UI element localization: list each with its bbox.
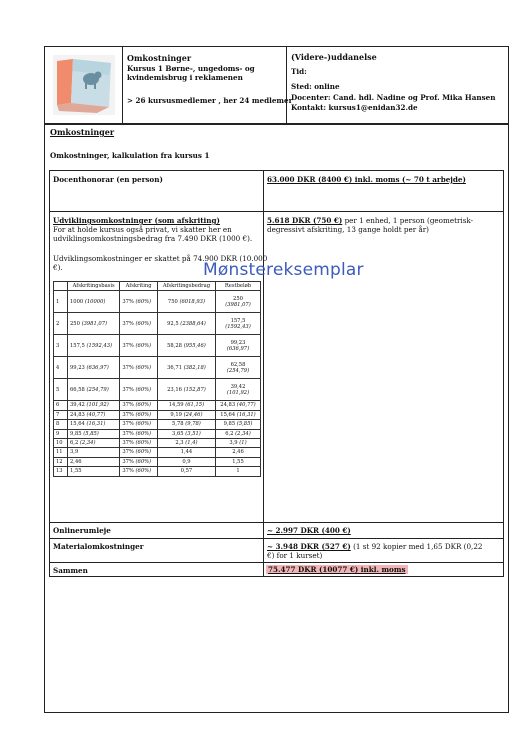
- material-value-amount: ~ 3.948 DKR (527 €): [267, 542, 351, 551]
- depreciation-row: [54, 379, 261, 401]
- basis-cell-value: 1000: [70, 298, 84, 305]
- rest-cell: [215, 439, 260, 448]
- basis-cell-alt-value: (10000): [84, 298, 106, 305]
- col-rate-header: Afskriting: [120, 282, 158, 291]
- rate-cell-alt-value: (60%): [135, 430, 152, 437]
- material-value: [267, 542, 482, 551]
- rate-cell-value: 37%: [122, 298, 134, 305]
- dev-value-amount: 5.618 DKR (750 €): [267, 216, 343, 225]
- basis-cell-alt-value: (5,85): [83, 430, 99, 437]
- online-label: Onlinerumleje: [53, 526, 111, 535]
- basis-cell: [68, 410, 120, 419]
- basis-cell-value: 66,58: [70, 386, 85, 393]
- rate-cell-value: 37%: [122, 449, 134, 456]
- rest-cell: [215, 420, 260, 429]
- dev-value: [267, 216, 473, 225]
- dev-text-2: udviklingsomkostningsbedrag fra 7.490 DKR (1000 €).: [53, 234, 253, 243]
- teacher-fee-label: Docenthonorar (en person): [53, 175, 163, 184]
- row-number: [54, 379, 68, 401]
- rate-cell-alt-value: (60%): [135, 468, 152, 475]
- rate-cell-value: 37%: [122, 320, 134, 327]
- rest-cell-alt-value: (40,77): [236, 402, 256, 409]
- depreciation-row: [54, 467, 261, 476]
- rest-cell-alt-value: (254,79): [226, 367, 250, 374]
- depreciation-row: [54, 457, 261, 466]
- rate-cell-value: 37%: [122, 342, 134, 349]
- rate-cell: [120, 313, 158, 335]
- rate-cell-alt-value: (60%): [135, 421, 152, 428]
- basis-cell-alt-value: (636,97): [86, 364, 109, 371]
- material-value-rest-2: €) for 1 kurset): [267, 551, 323, 560]
- header-title: Omkostninger: [127, 53, 192, 63]
- basis-cell-alt-value: (3981,07): [81, 320, 108, 327]
- teacher-label: Docenter: Cand. hdl. Nadine og Prof. Mika Hansen: [291, 93, 496, 102]
- amount-cell-alt-value: (382,18): [183, 364, 206, 371]
- rate-cell-value: 37%: [122, 468, 134, 475]
- amount-cell-alt-value: (152,87): [183, 386, 206, 393]
- basis-cell-value: 157,5: [70, 342, 85, 349]
- rate-cell: [120, 401, 158, 410]
- material-label: Materialomkostninger: [53, 542, 144, 551]
- basis-cell-value: 2,46: [70, 458, 82, 465]
- amount-cell: [157, 420, 215, 429]
- rest-cell-alt-value: (2,34): [235, 430, 251, 437]
- depreciation-row: [54, 313, 261, 335]
- basis-cell-value: 24,83: [70, 411, 85, 418]
- rate-cell: [120, 420, 158, 429]
- basis-cell-value: 9,85: [70, 430, 82, 437]
- row-number: [54, 420, 68, 429]
- basis-cell: [68, 313, 120, 335]
- rate-cell-alt-value: (60%): [135, 364, 152, 371]
- rest-cell: [215, 335, 260, 357]
- basis-cell: [68, 335, 120, 357]
- depreciation-row: [54, 335, 261, 357]
- rate-cell-alt-value: (60%): [135, 320, 152, 327]
- dev-text-1: For at holde kursus også privat, vi skatter her en: [53, 225, 232, 234]
- section-title: Omkostninger: [50, 127, 115, 137]
- row-number-value: 1: [56, 298, 60, 305]
- amount-cell-alt-value: (6018,93): [179, 298, 205, 305]
- amount-cell-value: 92,5: [167, 320, 179, 327]
- rest-cell-value: 2,46: [232, 449, 244, 456]
- basis-cell: [68, 401, 120, 410]
- amount-cell-alt-value: (61,15): [185, 402, 205, 409]
- rate-cell-alt-value: (60%): [135, 440, 152, 447]
- amount-cell-value: 0,9: [182, 458, 191, 465]
- dev-value-rest-1: per 1 enhed, 1 person (geometrisk-: [342, 216, 474, 225]
- amount-cell-value: 23,16: [167, 386, 182, 393]
- col-basis-header: Afskritingsbasis: [68, 282, 120, 291]
- rest-cell-value: 24,83: [220, 402, 236, 409]
- rest-cell: [215, 313, 260, 335]
- rate-cell-alt-value: (60%): [135, 386, 152, 393]
- row-number-value: 13: [56, 468, 63, 475]
- amount-cell: [157, 439, 215, 448]
- rest-cell: [215, 448, 260, 457]
- row-number: [54, 410, 68, 419]
- row-number: [54, 357, 68, 379]
- basis-cell: [68, 439, 120, 448]
- basis-cell: [68, 457, 120, 466]
- rest-cell: [215, 457, 260, 466]
- rate-cell-alt-value: (60%): [135, 342, 152, 349]
- row-number: [54, 291, 68, 313]
- watermark-text: Mønstereksemplar: [203, 260, 364, 280]
- amount-cell-value: 14,59: [168, 402, 184, 409]
- depreciation-row: [54, 291, 261, 313]
- rate-cell-value: 37%: [122, 440, 134, 447]
- row-number: [54, 448, 68, 457]
- rate-cell: [120, 335, 158, 357]
- rest-cell-value: 1: [236, 468, 240, 475]
- basis-cell: [68, 379, 120, 401]
- col-number-header: [54, 282, 68, 291]
- rate-cell: [120, 457, 158, 466]
- row-number: [54, 457, 68, 466]
- depreciation-table: [53, 281, 261, 477]
- amount-cell: [157, 335, 215, 357]
- basis-cell: [68, 448, 120, 457]
- depreciation-row: [54, 439, 261, 448]
- row-number: [54, 429, 68, 438]
- edu-title: (Videre-)uddanelse: [291, 52, 377, 62]
- amount-cell: [157, 429, 215, 438]
- rate-cell-alt-value: (60%): [135, 402, 152, 409]
- rest-cell: [215, 467, 260, 476]
- rest-cell: [215, 429, 260, 438]
- rest-cell-alt-value: (5,85): [236, 421, 253, 428]
- basis-cell: [68, 467, 120, 476]
- row-number-value: 3: [56, 342, 60, 349]
- row-number: [54, 401, 68, 410]
- amount-cell-value: 750: [167, 298, 178, 305]
- teacher-fee-value: 63.000 DKR (8400 €) inkl. moms (~ 70 t arbejde): [267, 175, 466, 184]
- rate-cell-value: 37%: [122, 364, 134, 371]
- amount-cell-alt-value: (9,78): [185, 421, 201, 428]
- row-number: [54, 335, 68, 357]
- row-number-value: 6: [56, 402, 60, 409]
- amount-cell: [157, 410, 215, 419]
- place-label: Sted: online: [291, 82, 340, 91]
- row-number-value: 7: [56, 411, 60, 418]
- rate-cell: [120, 448, 158, 457]
- rest-cell-value: 250: [233, 295, 243, 302]
- amount-cell-value: 36,71: [167, 364, 182, 371]
- rate-cell-alt-value: (60%): [135, 449, 152, 456]
- rate-cell: [120, 429, 158, 438]
- amount-cell-value: 0,57: [180, 468, 193, 475]
- rate-cell-value: 37%: [122, 402, 134, 409]
- basis-cell-alt-value: (1592,43): [86, 342, 113, 349]
- rate-cell-value: 37%: [122, 421, 134, 428]
- row-number-value: 5: [56, 386, 60, 393]
- row-number-value: 10: [56, 440, 63, 447]
- dev-text-4: €).: [53, 263, 63, 272]
- depreciation-row: [54, 420, 261, 429]
- basis-cell-alt-value: (2,34): [79, 440, 96, 447]
- amount-cell-value: 3,65: [172, 430, 184, 437]
- rate-cell-value: 37%: [122, 386, 134, 393]
- depreciation-row: [54, 448, 261, 457]
- sum-value: 75.477 DKR (10077 €) inkl. moms: [268, 565, 406, 574]
- logo-image: [53, 55, 115, 115]
- row-number: [54, 313, 68, 335]
- rate-cell-value: 37%: [122, 411, 134, 418]
- amount-cell-alt-value: (955,46): [183, 342, 206, 349]
- basis-cell: [68, 357, 120, 379]
- amount-cell-value: 2,3: [175, 440, 184, 447]
- contact-label: Kontakt: kursus1@enidan32.de: [291, 103, 418, 112]
- time-label: Tid:: [291, 67, 307, 76]
- material-value-rest-1: (1 st 92 kopier med 1,65 DKR (0,22: [350, 542, 483, 551]
- header-participants: > 26 kursusmedlemer , her 24 medlemer: [127, 96, 293, 105]
- rest-cell: [215, 357, 260, 379]
- rate-cell-alt-value: (60%): [135, 298, 152, 305]
- basis-cell-alt-value: (101,92): [86, 402, 109, 409]
- basis-cell-value: 3,9: [70, 449, 79, 456]
- rest-cell-alt-value: (16,31): [236, 411, 256, 418]
- section-subtitle: Omkostninger, kalkulation fra kursus 1: [50, 151, 210, 160]
- rate-cell: [120, 467, 158, 476]
- rest-cell-value: 39,42: [230, 383, 246, 390]
- basis-cell-value: 6,2: [70, 440, 79, 447]
- amount-cell: [157, 467, 215, 476]
- basis-cell-value: 15,64: [70, 421, 85, 428]
- row-number-value: 9: [56, 430, 60, 437]
- header-course-line2: kvindemisbrug i reklamenen: [127, 73, 243, 82]
- row-number: [54, 439, 68, 448]
- row-number-value: 4: [56, 364, 60, 371]
- col-rest-header: Restbeløb: [215, 282, 260, 291]
- amount-cell: [157, 357, 215, 379]
- rest-cell-alt-value: (1592,43): [225, 323, 251, 330]
- amount-cell-alt-value: (3,51): [185, 430, 201, 437]
- rate-cell: [120, 291, 158, 313]
- depreciation-header-row: [54, 282, 261, 291]
- rate-cell: [120, 379, 158, 401]
- depreciation-row: [54, 429, 261, 438]
- amount-cell-value: 58,28: [167, 342, 182, 349]
- rest-cell-value: 99,23: [230, 339, 246, 346]
- basis-cell: [68, 429, 120, 438]
- rate-cell-alt-value: (60%): [135, 411, 152, 418]
- rest-cell-value: 6,2: [225, 430, 234, 437]
- rest-cell-value: 9,85: [223, 421, 236, 428]
- depreciation-row: [54, 410, 261, 419]
- basis-cell-alt-value: (254,79): [86, 386, 109, 393]
- rest-cell: [215, 291, 260, 313]
- amount-cell: [157, 313, 215, 335]
- online-value: ~ 2.997 DKR (400 €): [267, 526, 351, 535]
- row-number: [54, 467, 68, 476]
- rest-cell-alt-value: (3981,07): [225, 301, 251, 308]
- rate-cell: [120, 439, 158, 448]
- amount-cell: [157, 291, 215, 313]
- col-amount-header: Afskritingsbedrag: [157, 282, 215, 291]
- amount-cell-value: 9,19: [170, 411, 182, 418]
- row-number-value: 8: [56, 421, 60, 428]
- rate-cell-value: 37%: [122, 430, 134, 437]
- rest-cell: [215, 401, 260, 410]
- row-number-value: 11: [56, 449, 63, 456]
- rest-cell-alt-value: (101,92): [226, 389, 250, 396]
- dev-text-3: Udviklingsomkostninger er skattet på 74.900 DKR (10.000: [53, 254, 268, 263]
- depreciation-row: [54, 357, 261, 379]
- basis-cell: [68, 420, 120, 429]
- row-number-value: 2: [56, 320, 60, 327]
- rate-cell-value: 37%: [122, 458, 134, 465]
- amount-cell-alt-value: (24,46): [183, 411, 203, 418]
- depreciation-row: [54, 401, 261, 410]
- amount-cell: [157, 457, 215, 466]
- amount-cell: [157, 379, 215, 401]
- rest-cell-alt-value: (636,97): [226, 345, 250, 352]
- basis-cell-value: 99,23: [70, 364, 85, 371]
- amount-cell-value: 5,78: [172, 421, 184, 428]
- amount-cell-value: 1,44: [180, 449, 193, 456]
- basis-cell: [68, 291, 120, 313]
- basis-cell-alt-value: (16,31): [86, 421, 106, 428]
- basis-cell-value: 1,55: [70, 468, 82, 475]
- amount-cell-alt-value: (1,4): [185, 440, 198, 447]
- rest-cell-alt-value: (1): [239, 440, 247, 447]
- dev-title: Udviklingsomkostninger (som afskriting): [53, 216, 220, 225]
- rest-cell-value: 1,55: [232, 458, 244, 465]
- amount-cell: [157, 448, 215, 457]
- basis-cell-value: 39,42: [70, 402, 85, 409]
- basis-cell-value: 250: [70, 320, 80, 327]
- rest-cell: [215, 379, 260, 401]
- rest-cell-value: 3,9: [229, 440, 238, 447]
- header-course-line1: Kursus 1 Børne-, ungedoms- og: [127, 64, 255, 73]
- sum-label: Sammen: [53, 566, 88, 575]
- basis-cell-alt-value: (40,77): [86, 411, 106, 418]
- amount-cell: [157, 401, 215, 410]
- dev-value-rest-2: degressivt afskriting, 13 gange holdt per år): [267, 225, 429, 234]
- rate-cell: [120, 410, 158, 419]
- rest-cell-value: 62,58: [230, 361, 246, 368]
- row-number-value: 12: [56, 458, 63, 465]
- rest-cell-value: 157,5: [230, 317, 246, 324]
- rest-cell: [215, 410, 260, 419]
- rate-cell-alt-value: (60%): [135, 458, 152, 465]
- rest-cell-value: 15,64: [220, 411, 236, 418]
- amount-cell-alt-value: (2388,64): [180, 320, 206, 327]
- rate-cell: [120, 357, 158, 379]
